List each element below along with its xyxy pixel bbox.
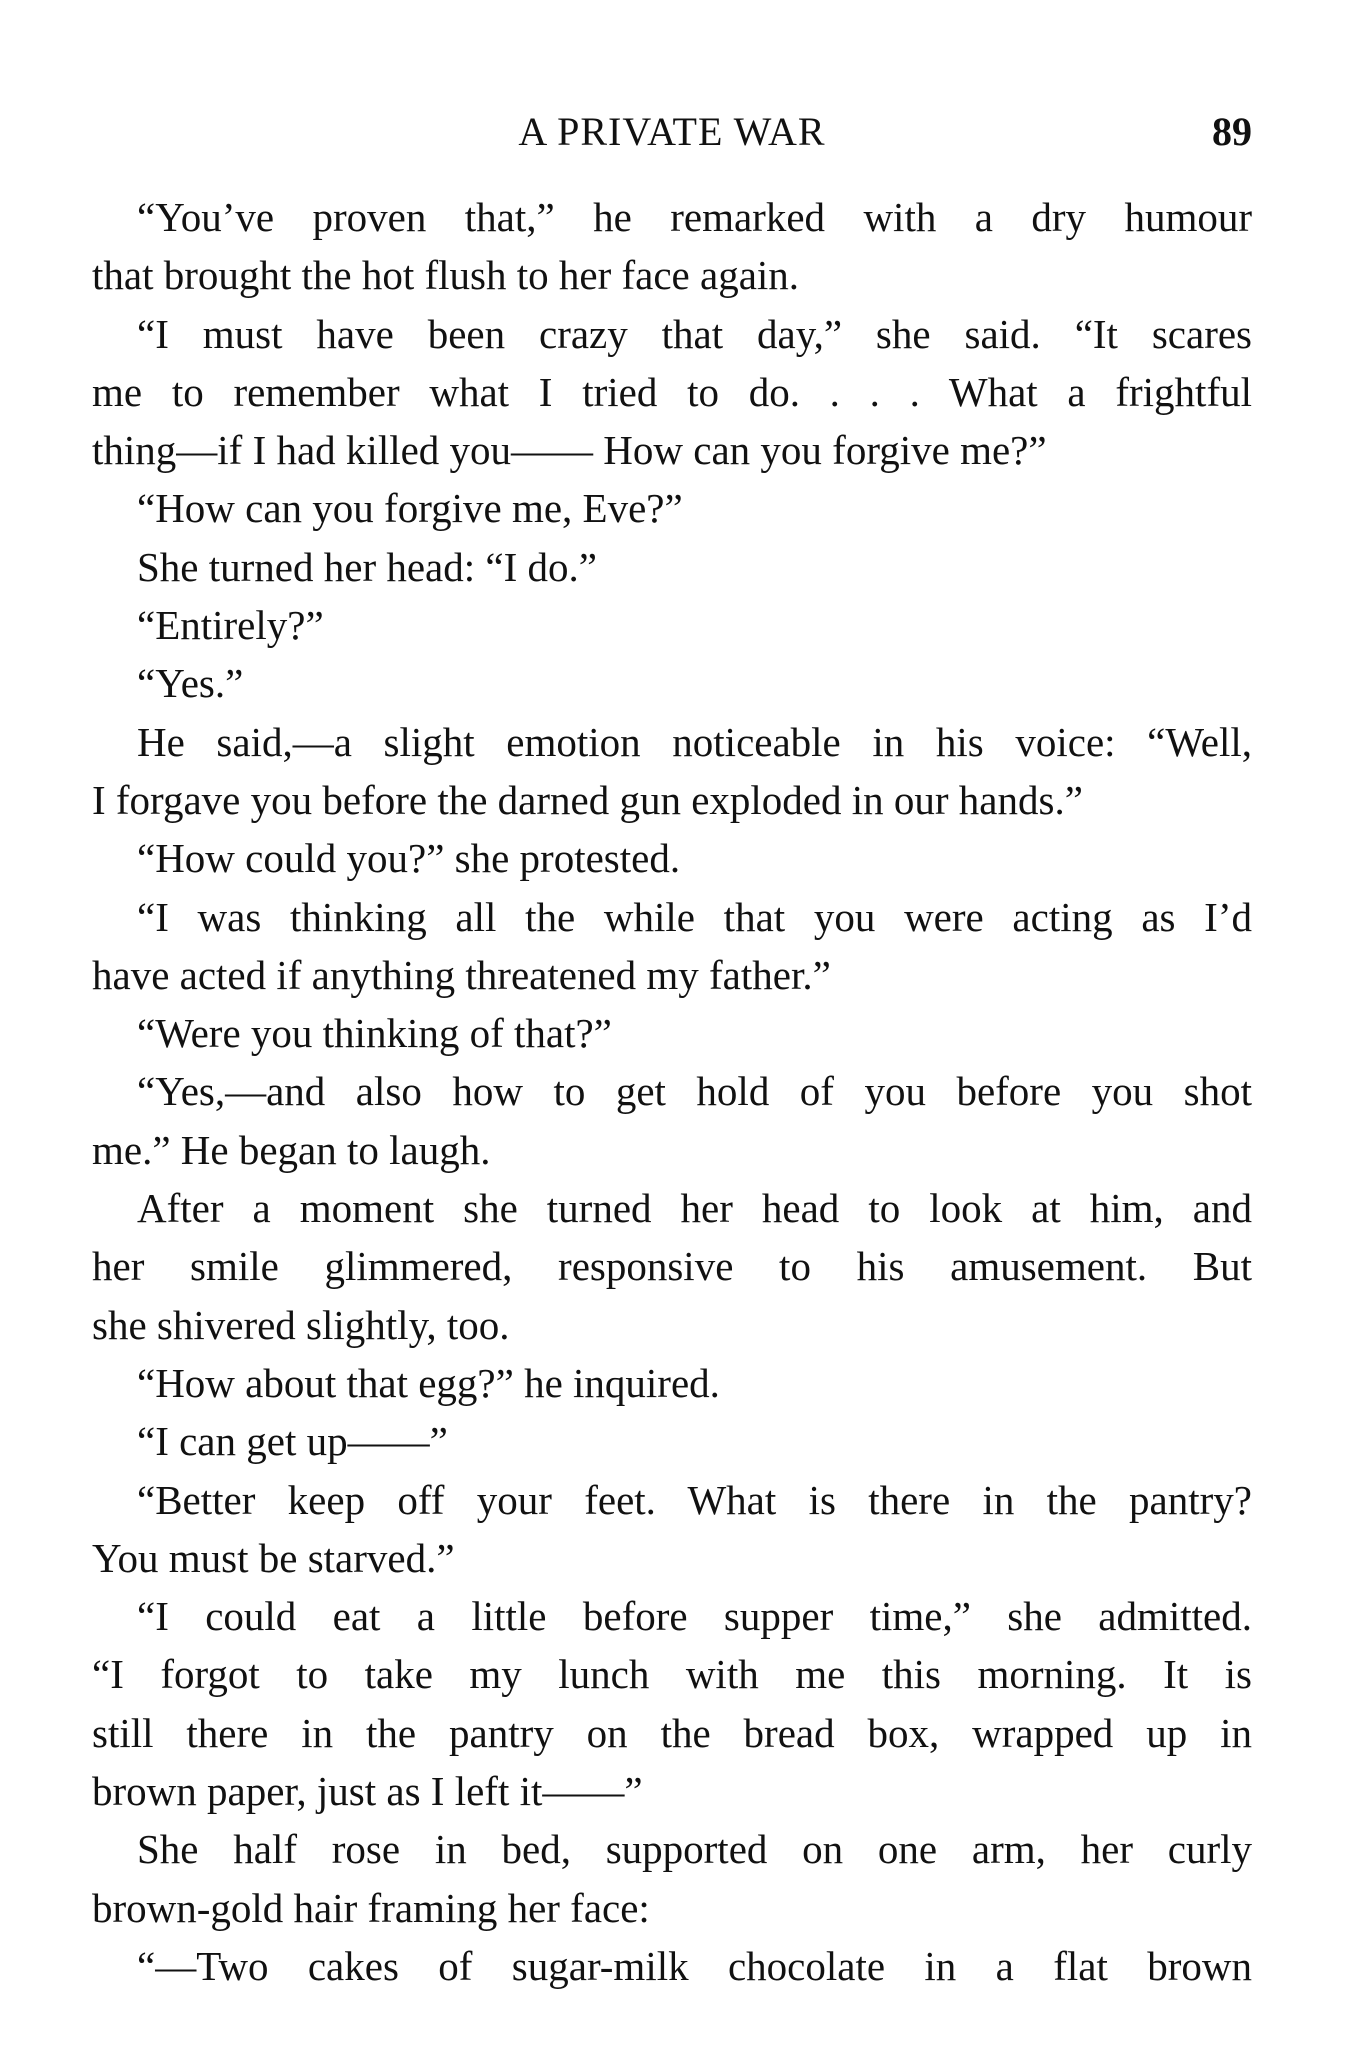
text-line: You must be starved.” — [92, 1534, 455, 1581]
text-line: I forgave you before the darned gun exploded in our hands.” — [92, 776, 1083, 823]
text-line: “Were you thinking of that?” — [137, 1010, 612, 1057]
text-line: “How could you?” she protested. — [137, 835, 681, 882]
text-line: “Entirely?” — [137, 602, 324, 649]
text-line: brown-gold hair framing her face: — [92, 1884, 650, 1931]
text-line: me to remember what I tried to do. . . . What a frightful — [92, 368, 1252, 415]
text-line: After a moment she turned her head to look at him, and — [137, 1185, 1252, 1232]
text-line: “I forgot to take my lunch with me this morning. It is — [92, 1651, 1252, 1698]
text-line: “I could eat a little before supper time,” she admitted. — [137, 1593, 1252, 1640]
body-text — [92, 188, 1252, 1995]
text-line: He said,—a slight emotion noticeable in his voice: “Well, — [137, 718, 1252, 765]
running-head: A PRIVATE WAR — [518, 109, 826, 154]
text-line: “You’ve proven that,” he remarked with a dry humour — [137, 194, 1252, 240]
text-line: “How about that egg?” he inquired. — [137, 1359, 720, 1406]
text-line: “I can get up——” — [137, 1418, 448, 1465]
text-line: “Yes,—and also how to get hold of you before you shot — [137, 1068, 1252, 1115]
text-line: still there in the pantry on the bread box, wrapped up in — [92, 1709, 1252, 1756]
text-line: She turned her head: “I do.” — [137, 543, 597, 590]
page-header — [92, 108, 1252, 168]
text-line: “—Two cakes of sugar-milk chocolate in a flat brown — [137, 1942, 1252, 1989]
text-line: her smile glimmered, responsive to his amusement. But — [92, 1243, 1252, 1290]
text-line: thing—if I had killed you—— How can you forgive me?” — [92, 427, 1047, 474]
text-line: “Yes.” — [137, 660, 244, 707]
text-line: have acted if anything threatened my father.” — [92, 951, 831, 998]
text-line: She half rose in bed, supported on one arm, her curly — [137, 1826, 1252, 1873]
text-line: “I must have been crazy that day,” she said. “It scares — [137, 310, 1252, 357]
page-number: 89 — [1212, 109, 1252, 154]
text-line: “I was thinking all the while that you were acting as I’d — [137, 893, 1252, 940]
text-line: brown paper, just as I left it——” — [92, 1768, 643, 1815]
text-line: that brought the hot flush to her face again. — [92, 252, 800, 299]
text-line: me.” He began to laugh. — [92, 1126, 491, 1173]
text-line: she shivered slightly, too. — [92, 1301, 510, 1348]
text-line: “Better keep off your feet. What is there in the pantry? — [137, 1476, 1252, 1523]
text-line: “How can you forgive me, Eve?” — [137, 485, 683, 532]
